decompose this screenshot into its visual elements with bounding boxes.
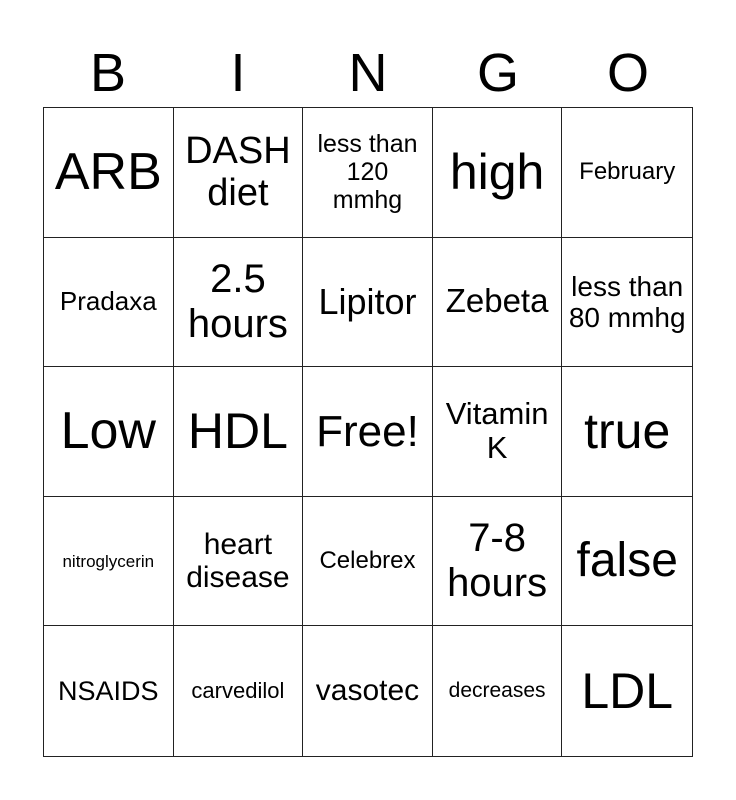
bingo-board xyxy=(43,107,693,757)
bingo-cell-free[interactable]: Free! xyxy=(303,367,433,497)
header-letter-g: G xyxy=(476,43,519,103)
bingo-cell-o3[interactable]: true xyxy=(562,367,692,497)
bingo-cell-b4[interactable]: nitroglycerin xyxy=(44,497,174,627)
bingo-cell-o1[interactable]: February xyxy=(562,108,692,238)
bingo-cell-g3[interactable]: Vitamin K xyxy=(433,367,563,497)
header-letter-o: O xyxy=(606,43,649,103)
bingo-cell-o5[interactable]: LDL xyxy=(581,663,674,720)
bingo-cell-n4[interactable]: Celebrex xyxy=(303,497,433,627)
bingo-cell-n2[interactable]: Lipitor xyxy=(303,238,433,368)
bingo-cell-n5[interactable]: vasotec xyxy=(303,626,433,756)
bingo-cell-g5[interactable]: decreases xyxy=(433,626,563,756)
bingo-cell-g2[interactable]: Zebeta xyxy=(433,238,563,368)
bingo-cell-b5[interactable]: NSAIDS xyxy=(44,626,174,756)
bingo-cell-i3[interactable]: HDL xyxy=(174,367,304,497)
bingo-cell-b1[interactable]: ARB xyxy=(44,108,174,238)
bingo-cell-b3[interactable]: Low xyxy=(44,367,174,497)
bingo-cell-i5[interactable]: carvedilol xyxy=(174,626,304,756)
header-letter-b: B xyxy=(89,43,127,103)
bingo-cell-i2[interactable]: 2.5 hours xyxy=(174,238,304,368)
bingo-cell-o2[interactable]: less than 80 mmhg xyxy=(562,238,692,368)
header-letter-i: I xyxy=(230,43,246,103)
bingo-header xyxy=(43,40,693,106)
bingo-cell-n1[interactable]: less than 120 mmhg xyxy=(303,108,433,238)
bingo-cell-i4[interactable]: heart disease xyxy=(174,497,304,627)
bingo-cell-o4[interactable]: false xyxy=(562,497,692,627)
header-letter-n: N xyxy=(348,43,388,103)
bingo-cell-i1[interactable]: DASH diet xyxy=(174,108,304,238)
bingo-cell-b2[interactable]: Pradaxa xyxy=(44,238,174,368)
bingo-cell-g1[interactable]: high xyxy=(433,108,563,238)
bingo-cell-g4[interactable]: 7-8 hours xyxy=(433,497,563,627)
